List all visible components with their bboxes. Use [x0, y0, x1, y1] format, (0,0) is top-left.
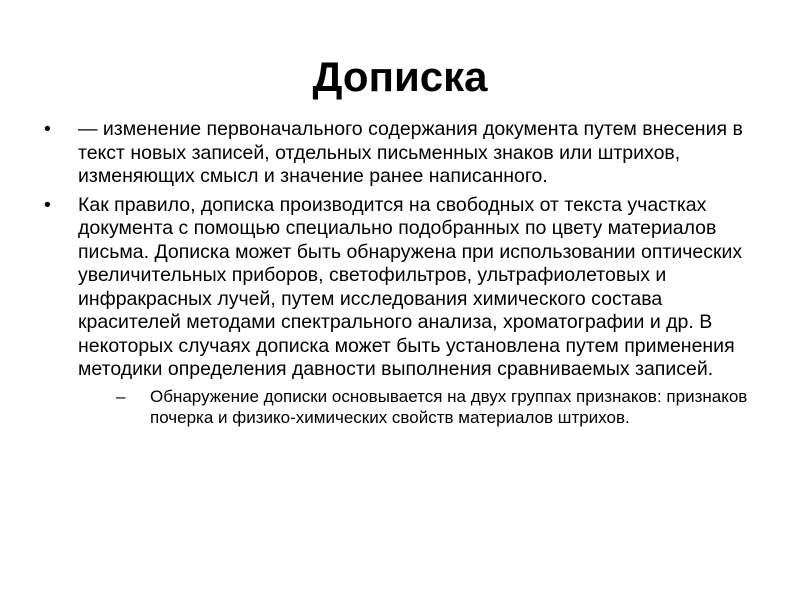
bullet-text: Как правило, дописка производится на свободных от текста участках документа с помощью специально подобранных по цвету материалов письма. Дописка может быть обнаружена при использовании оптических увеличительных приборов, светофильтров, ультрафиолетовых и инфракрасных лучей, путем исследования химического состава красителей методами спектрального анализа, хроматографии и др. В некоторых случаях дописка может быть установлена путем применения методики определения давности выполнения сравниваемых записей. — [78, 193, 743, 380]
bullet-item-detection — [40, 194, 760, 428]
bullet-marker: • — [44, 118, 51, 140]
bullet-list — [40, 118, 760, 433]
sub-bullet-text: Обнаружение дописки основывается на двух группах признаков: признаков почерка и физико-химических свойств материалов штрихов. — [150, 386, 748, 427]
slide-title: Дописка — [312, 53, 488, 100]
sub-bullet-marker: – — [116, 386, 126, 406]
sub-bullet-item — [116, 386, 760, 428]
bullet-text: — изменение первоначального содержания документа путем внесения в текст новых записей, отдельных письменных знаков или штрихов, изменяющих смысл и значение ранее написанного. — [78, 118, 743, 187]
bullet-marker: • — [44, 193, 51, 216]
bullet-item-definition — [40, 118, 760, 189]
